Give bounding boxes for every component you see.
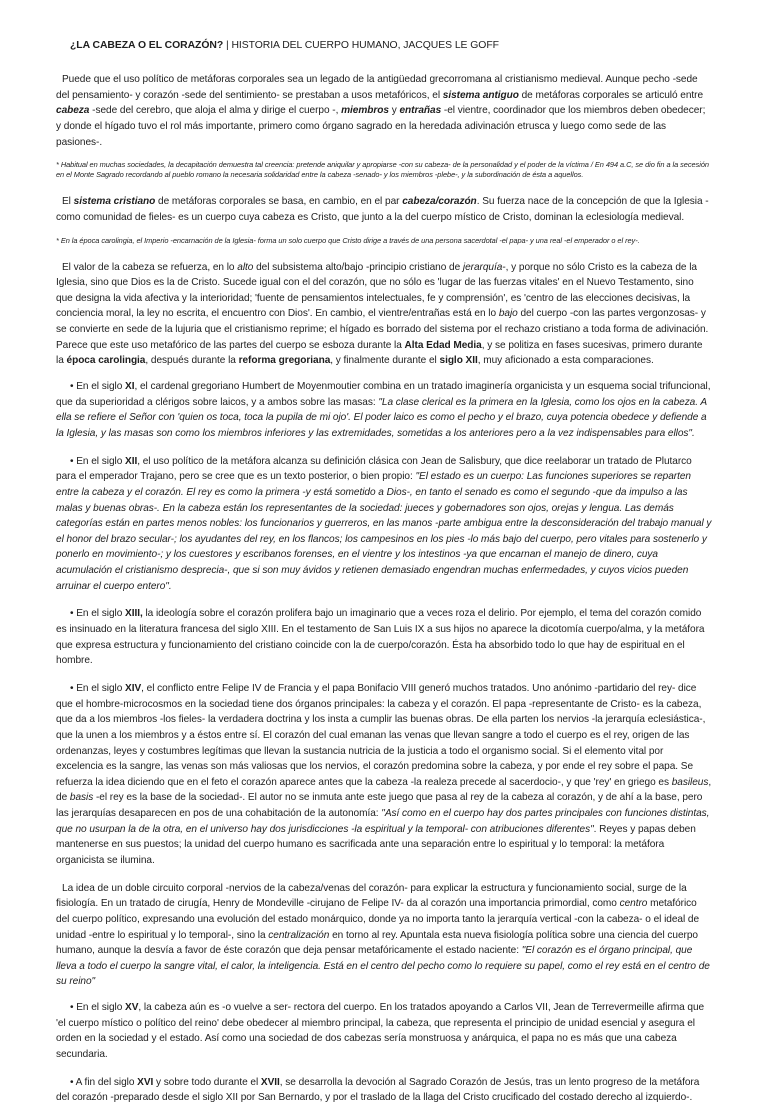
century-label: XIII, [125, 608, 143, 620]
term-cabeza-corazon: cabeza/corazón [402, 196, 477, 208]
text-run: la ideología sobre el corazón prolifera bajo un imaginario que a veces roza el delirio. Por ejemplo, el tema del corazón comido es insinuado en la literatura francesa del siglo XIII. En el testamento de San Luis IX a sus hijos no aparece la dicotomía cuerpo/alma, y la metáfora que expresa estructura y funcionamiento del cristiano coincide con la de cuerpo/corazón. Ésta ha absorbido todo lo que hay de espiritual en el hombre. [56, 608, 705, 667]
text-run: -el vientre, coordinador que los miembros deben obedecer; y donde el hígado tuvo el rol más importante, primero como órgano sagrado en la heredada adivinación etrusca y luego como sede de las pasiones-. [56, 105, 706, 148]
century-label: XI [125, 381, 135, 393]
term-jerarquia: jerarquía [462, 261, 503, 273]
paragraph-valor-cabeza [56, 260, 712, 369]
text-run: del cuerpo -con las partes vergonzosas- y se convierte en sede de la lujuria que el cristianismo reprime; el hígado es borrado del sistema por el rechazo cristiano a toda forma de adivinación. Parece que este uso metafórico de las partes del cuerpo se esboza durante la [56, 308, 709, 351]
term-alto: alto [237, 261, 254, 273]
text-run: en torno al rey. Apuntala esta nueva fisiología política sobre una ciencia del cuerpo humano, aunque la desvía a favor de éste corazón que deja pensar metafóricamente el estado naciente: [56, 929, 698, 957]
quote: "Así como en el cuerpo hay dos partes principales con funciones distintas, que no usurpan la de la otra, en el universo hay dos jurisdicciones -la espiritual y la temporal- con atribuciones diferentes" [56, 808, 710, 835]
text-run: • En el siglo [70, 381, 126, 393]
text-run: -sede del cerebro, que aloja el alma y dirige el cuerpo -, [89, 105, 342, 117]
text-run: El valor de la cabeza se refuerza, en lo [62, 261, 238, 273]
term-basis: basis [69, 792, 94, 804]
quote: "La clase clerical es la primera en la Iglesia, como los ojos en la cabeza. A ella se refiere el Señor con 'quien os toca, toca la pupila de mi ojo'. El poder laico es como el pecho y el brazo, cuya potencia obedece y defiende a la Iglesia, y las masas son como los miembros inferiores y las extremidades, sometidas a los anteriores pero a la vez indispensables para ellos". [56, 396, 707, 439]
text-run: y sobre todo durante el [153, 1076, 261, 1088]
term-epoca-carolingia: época carolingia [66, 355, 146, 367]
text-run: . Su fuerza nace de la concepción de que la Iglesia -como comunidad de fieles- es un cuerpo cuya cabeza es Cristo, que junto a la del cuerpo místico de Cristo, dominan la eclesiología medieval. [56, 196, 709, 223]
text-run: , el cardenal gregoriano Humbert de Moyenmoutier combina en un tratado imaginería organicista y un esquema social trifuncional, que da superioridad a clérigos sobre laicos, y a ambos sobre las masas: [56, 381, 711, 408]
term-centro: centro [619, 898, 648, 910]
text-run: , el uso político de la metáfora alcanza su definición clásica con Jean de Salisbury, que dice reelaborar un tratado de Plutarco para el emperador Trajano, pero se cree que es un texto posterior, o bien propio: [56, 455, 692, 483]
quote: "El corazón es el órgano principal, que lleva a todo el cuerpo la sangre vital, el calor, la inteligencia. Está en el centro del pecho como lo requiere su papel, como el rey está en el centro de su reino" [56, 945, 710, 988]
bullet-siglo-xiv [56, 681, 712, 869]
text-run: , de [56, 776, 712, 804]
text-run: El [62, 196, 74, 208]
quote: "El estado es un cuerpo: Las funciones superiores se reparten entre la cabeza y el corazón. El rey es como la primera -y está sometido a Dios-, en tanto el senado es como el segundo -que da impulso a las malas y buenas obras-. En la cabeza están los representantes de la sociedad: jueces y gobernadores son ojos, orejas y lengua. Las demás categorías están en partes menos nobles: los funcionarios y guerreros, en las manos -parte ambigua entre la desconsideración del trabajo manual y el honor del brazo secular-; los ayudantes del rey, en los flancos; los campesinos en los pies -lo más bajo del cuerpo, pero vitales para sostenerlo y ponerlo en movimiento-; y los cuestores y escribanos forenses, en el vientre y los intestinos -ya que encarnan el manejo de dinero, cuya acumulación el cristianismo desprecia-, que si son muy ávidos y retienen demasiado engendran muchas enfermedades, y cuyos vicios pueden arruinar el cuerpo entero". [56, 471, 712, 592]
century-label: XVII [260, 1076, 280, 1088]
title-subtitle: | HISTORIA DEL CUERPO HUMANO, JACQUES LE GOFF [223, 40, 499, 51]
footnote-carolingia: * En la época carolingia, el Imperio -encarnación de la Iglesia- forma un solo cuerpo que Cristo dirige a través de una persona sacerdotal -el papa- y una real -el emperador o el rey-. [56, 235, 640, 245]
text-run: del subsistema alto/bajo -principio cristiano de [253, 261, 463, 273]
century-label: XII [125, 455, 138, 467]
text-run: , y se politiza en fases sucesivas, primero durante la [56, 339, 703, 367]
bullet-siglo-xii [56, 454, 712, 595]
paragraph-antiguo [56, 72, 712, 150]
text-run: • En el siglo [70, 1002, 126, 1014]
text-run: • En el siglo [70, 455, 126, 467]
text-run: -, y porque no sólo Cristo es la cabeza de la Iglesia, sino que Dios es la de Cristo. Sucede igual con el del corazón, que no sólo es 'lugar de las fuerzas vitales' en el Nuevo Testamento, sino que designa la vida afectiva y la interioridad; 'fuente de pensamientos intelectuales, fe y comprensión', es 'centro de las elecciones decisivas, la conciencia moral, la ley no escrita, el encuentro con Dios'. En cambio, el vientre/entrañas está en lo [56, 261, 697, 320]
text-run: , la cabeza aún es -o vuelve a ser- rectora del cuerpo. En los tratados apoyando a Carlos VII, Jean de Terrevermeille afirma que 'el cuerpo místico o político del reino' debe obedecer al miembro principal, la cabeza, que representa el principio de unidad esencial y asegura el orden en la sociedad y el estado. Así como una sociedad de dos cabezas sería monstruosa y anárquica, el papa no es más que una cabeza secundaria. [56, 1002, 705, 1061]
text-run: • En el siglo [70, 608, 126, 620]
title-bold: ¿LA CABEZA O EL CORAZÓN? [70, 40, 224, 51]
term-siglo-xii: siglo XII [439, 355, 478, 367]
term-miembros: miembros [341, 105, 389, 117]
term-reforma-gregoriana: reforma gregoriana [238, 355, 331, 367]
text-run: La idea de un doble circuito corporal -nervios de la cabeza/venas del corazón- para explicar la estructura y funcionamiento social, surge de la fisiología. En un tratado de cirugía, Henry de Mondeville -cirujano de Felipe IV- da al corazón una importancia primordial, como [56, 882, 687, 910]
text-run: metafórico del cuerpo político, expresando una evolución del estado monárquico, donde ya no importa tanto la jerarquía vertical -con la cabeza- o el ideal de unidad -entre lo espiritual y lo temporal-, sino la [56, 898, 700, 941]
text-run: . Reyes y papas deben mantenerse en sus puestos; la unidad del cuerpo humano es sacrificada ante una separación entre lo espiritual y lo temporal: la metáfora organicista se ilumina. [56, 823, 696, 866]
century-label: XV [125, 1002, 139, 1014]
paragraph-cristiano [56, 194, 712, 225]
century-label: XVI [137, 1076, 154, 1088]
term-cabeza: cabeza [56, 105, 90, 117]
text-run: , se desarrolla la devoción al Sagrado Corazón de Jesús, tras un lento progreso de la metáfora del corazón -preparado desde el siglo XII por San Bernardo, y por el traslado de la llaga del Cristo crucificado del costado derecho al izquierdo-. [56, 1076, 700, 1104]
text-run: Puede que el uso político de metáforas corporales sea un legado de la antigüedad grecorromana al cristianismo medieval. Aunque pecho -sede del pensamiento- y corazón -sede del sentimiento- se prestaban a usos metafóricos, el [56, 74, 698, 101]
term-alta-edad-media: Alta Edad Media [404, 339, 482, 351]
paragraph-doble-circuito [56, 881, 712, 990]
text-run: de metáforas corporales se articuló entre [518, 89, 704, 101]
text-run: • En el siglo [70, 682, 126, 694]
bullet-siglo-xv [56, 1000, 712, 1063]
text-run: , el conflicto entre Felipe IV de Francia y el papa Bonifacio VIII generó muchos tratados. Uno anónimo -partidario del rey- dice que el hombre-microcosmos en la sociedad tiene dos órganos principales: la cabeza y el corazón. El papa -representante de Cristo- es la cabeza, que da a los miembros -los fieles- la verdadera doctrina y los insta a cumplir las buenas obras. De ella parten los nervios -la jerarquía eclesiástica-, que la unen a los miembros y a éstos entre sí. El corazón del cual emanan las venas que llevan sangre a todo el cuerpo es el rey, origen de las ordenanzas, leyes y costumbres legítimas que llevan la sustancia nutricia de la justicia a todo el organismo social. Si el elemento vital por excelencia es la sangre, las venas son más valiosas que los nervios, el corazón predomina sobre la cabeza, y por ende el rey sobre el papa. Se refuerza la idea diciendo que en el feto el corazón aparece antes que la cabeza -la realeza precede al sacerdocio-, y que 'rey' en griego es [56, 682, 706, 788]
document-title [70, 38, 712, 54]
term-sistema-antiguo: sistema antiguo [442, 89, 519, 101]
bullet-siglo-xi [56, 379, 712, 442]
text-run: y [388, 105, 400, 117]
text-run: -el rey es la base de la sociedad-. El autor no se inmuta ante este juego que pasa al rey de la cabeza al corazón, y de ahí a la base, pero las jerarquías desaparecen en pos de una cohabitación de la autonomía: [56, 792, 703, 820]
term-entranas: entrañas [399, 105, 442, 117]
text-run: , después durante la [145, 355, 239, 367]
term-centralizacion: centralización [268, 929, 330, 941]
bullet-siglo-xiii [56, 606, 712, 669]
text-run: , y finalmente durante el [330, 355, 440, 367]
century-label: XIV [125, 682, 142, 694]
text-run: , muy aficionado a esta comparaciones. [477, 355, 654, 367]
term-basileus: basileus [671, 776, 709, 788]
text-run: • A fin del siglo [70, 1076, 138, 1088]
bullet-siglo-xvi-xvii [56, 1075, 712, 1106]
term-bajo: bajo [498, 308, 518, 320]
text-run: de metáforas corporales se basa, en cambio, en el par [155, 196, 403, 208]
term-sistema-cristiano: sistema cristiano [73, 196, 156, 208]
footnote-decapitacion: * Habitual en muchas sociedades, la decapitación demuestra tal creencia: pretende aniquilar y apropiarse -con su cabeza- de la personalidad y el poder de la víctima / En 494 a.C, se dio fin a la secesión en el Monte Sagrado recordando al pueblo romano la necesaria solidaridad entre la cabeza -senado- y los miembros -plebe-, y la subordinación de ésta a aquellos. [56, 160, 709, 180]
